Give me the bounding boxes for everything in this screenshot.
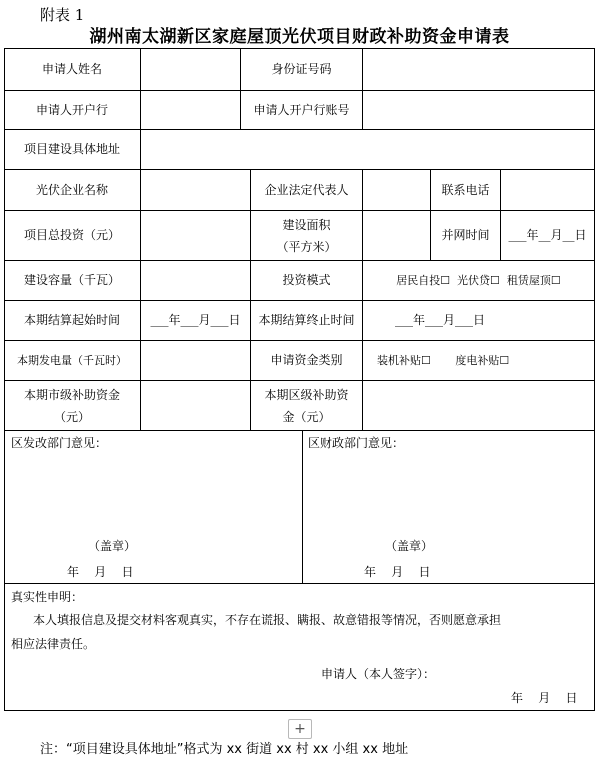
signature-label: 申请人（本人签字）： xyxy=(321,667,436,681)
dev-reform-opinion-label: 区发改部门意见： xyxy=(11,436,108,450)
invest-mode-checkboxes[interactable]: 居民自投☐ 光伏贷☐ 租赁屋顶☐ xyxy=(396,274,561,287)
project-address-field[interactable] xyxy=(141,130,594,169)
dev-reform-date: 年 月 日 xyxy=(67,565,134,579)
label-build-area xyxy=(251,211,362,260)
id-number-field[interactable] xyxy=(363,49,594,90)
total-investment-field[interactable] xyxy=(141,211,250,260)
label-district-subsidy-line1: 本期区级补助资 xyxy=(264,387,349,402)
grid-date-field[interactable]: ___年__月__日 xyxy=(508,228,587,242)
label-district-subsidy-line2: 金（元） xyxy=(282,409,331,424)
label-city-subsidy xyxy=(4,381,140,430)
contact-phone-field[interactable] xyxy=(501,170,594,210)
label-period-end: 本期结算终止时间 xyxy=(258,313,355,327)
declaration-body: 本人填报信息及提交材料客观真实，不存在谎报、瞒报、故意错报等情况，否则愿意承担 xyxy=(33,613,502,627)
label-build-area-line1: 建设面积 xyxy=(282,217,331,232)
label-contact-phone: 联系电话 xyxy=(441,182,490,197)
bank-field[interactable] xyxy=(141,91,240,129)
period-end-field[interactable]: ___年___月___日 xyxy=(395,313,486,327)
row-divider xyxy=(4,430,595,431)
label-bank: 申请人开户行 xyxy=(35,102,108,117)
generation-field[interactable] xyxy=(141,341,250,380)
label-build-area-line2: （平方米） xyxy=(276,239,337,254)
label-applicant-name: 申请人姓名 xyxy=(41,62,102,76)
finance-seal: （盖章） xyxy=(385,539,434,553)
table-border-bottom xyxy=(4,710,595,711)
build-area-field[interactable] xyxy=(363,211,430,260)
dev-reform-seal: （盖章） xyxy=(88,539,137,553)
pv-company-field[interactable] xyxy=(141,170,250,210)
add-button[interactable]: + xyxy=(288,719,312,739)
footnote: 注：“项目建设具体地址”格式为 xx 街道 xx 村 xx 小组 xx 地址 xyxy=(40,742,409,757)
city-subsidy-field[interactable] xyxy=(141,381,250,430)
label-period-start: 本期结算起始时间 xyxy=(23,313,120,327)
period-start-field[interactable]: ___年___月___日 xyxy=(150,313,241,327)
label-total-investment: 项目总投资（元） xyxy=(23,228,120,242)
label-city-subsidy-line1: 本期市级补助资金 xyxy=(23,387,120,402)
label-capacity: 建设容量（千瓦） xyxy=(23,273,120,287)
subsidy-type-checkboxes[interactable]: 装机补贴☐ 度电补贴☐ xyxy=(377,354,510,367)
table-border-right xyxy=(594,48,595,711)
label-district-subsidy xyxy=(251,381,362,430)
label-pv-company: 光伏企业名称 xyxy=(35,182,108,197)
label-city-subsidy-line2: （元） xyxy=(53,409,90,424)
label-bank-account: 申请人开户行账号 xyxy=(253,102,350,117)
label-generation: 本期发电量（千瓦时） xyxy=(17,354,127,367)
declaration-title: 真实性申明： xyxy=(11,590,84,604)
label-subsidy-type: 申请资金类别 xyxy=(270,353,343,367)
label-id-number: 身份证号码 xyxy=(271,62,332,76)
signature-date: 年 月 日 xyxy=(511,691,578,705)
finance-opinion-label: 区财政部门意见： xyxy=(308,436,405,450)
finance-date: 年 月 日 xyxy=(364,565,431,579)
row-divider xyxy=(4,583,595,584)
label-legal-representative: 企业法定代表人 xyxy=(264,182,349,197)
label-project-address: 项目建设具体地址 xyxy=(23,142,120,156)
applicant-name-field[interactable] xyxy=(141,49,240,90)
label-invest-mode: 投资模式 xyxy=(282,273,331,287)
capacity-field[interactable] xyxy=(141,261,250,300)
declaration-body-cont: 相应法律责任。 xyxy=(11,637,96,651)
col-divider xyxy=(302,430,303,584)
bank-account-field[interactable] xyxy=(363,91,594,129)
district-subsidy-field[interactable] xyxy=(363,381,594,430)
label-grid-time: 并网时间 xyxy=(441,228,490,242)
legal-representative-field[interactable] xyxy=(363,170,430,210)
form-title: 湖州南太湖新区家庭屋顶光伏项目财政补助资金申请表 xyxy=(89,27,510,47)
annex-label: 附表 1 xyxy=(40,6,85,24)
